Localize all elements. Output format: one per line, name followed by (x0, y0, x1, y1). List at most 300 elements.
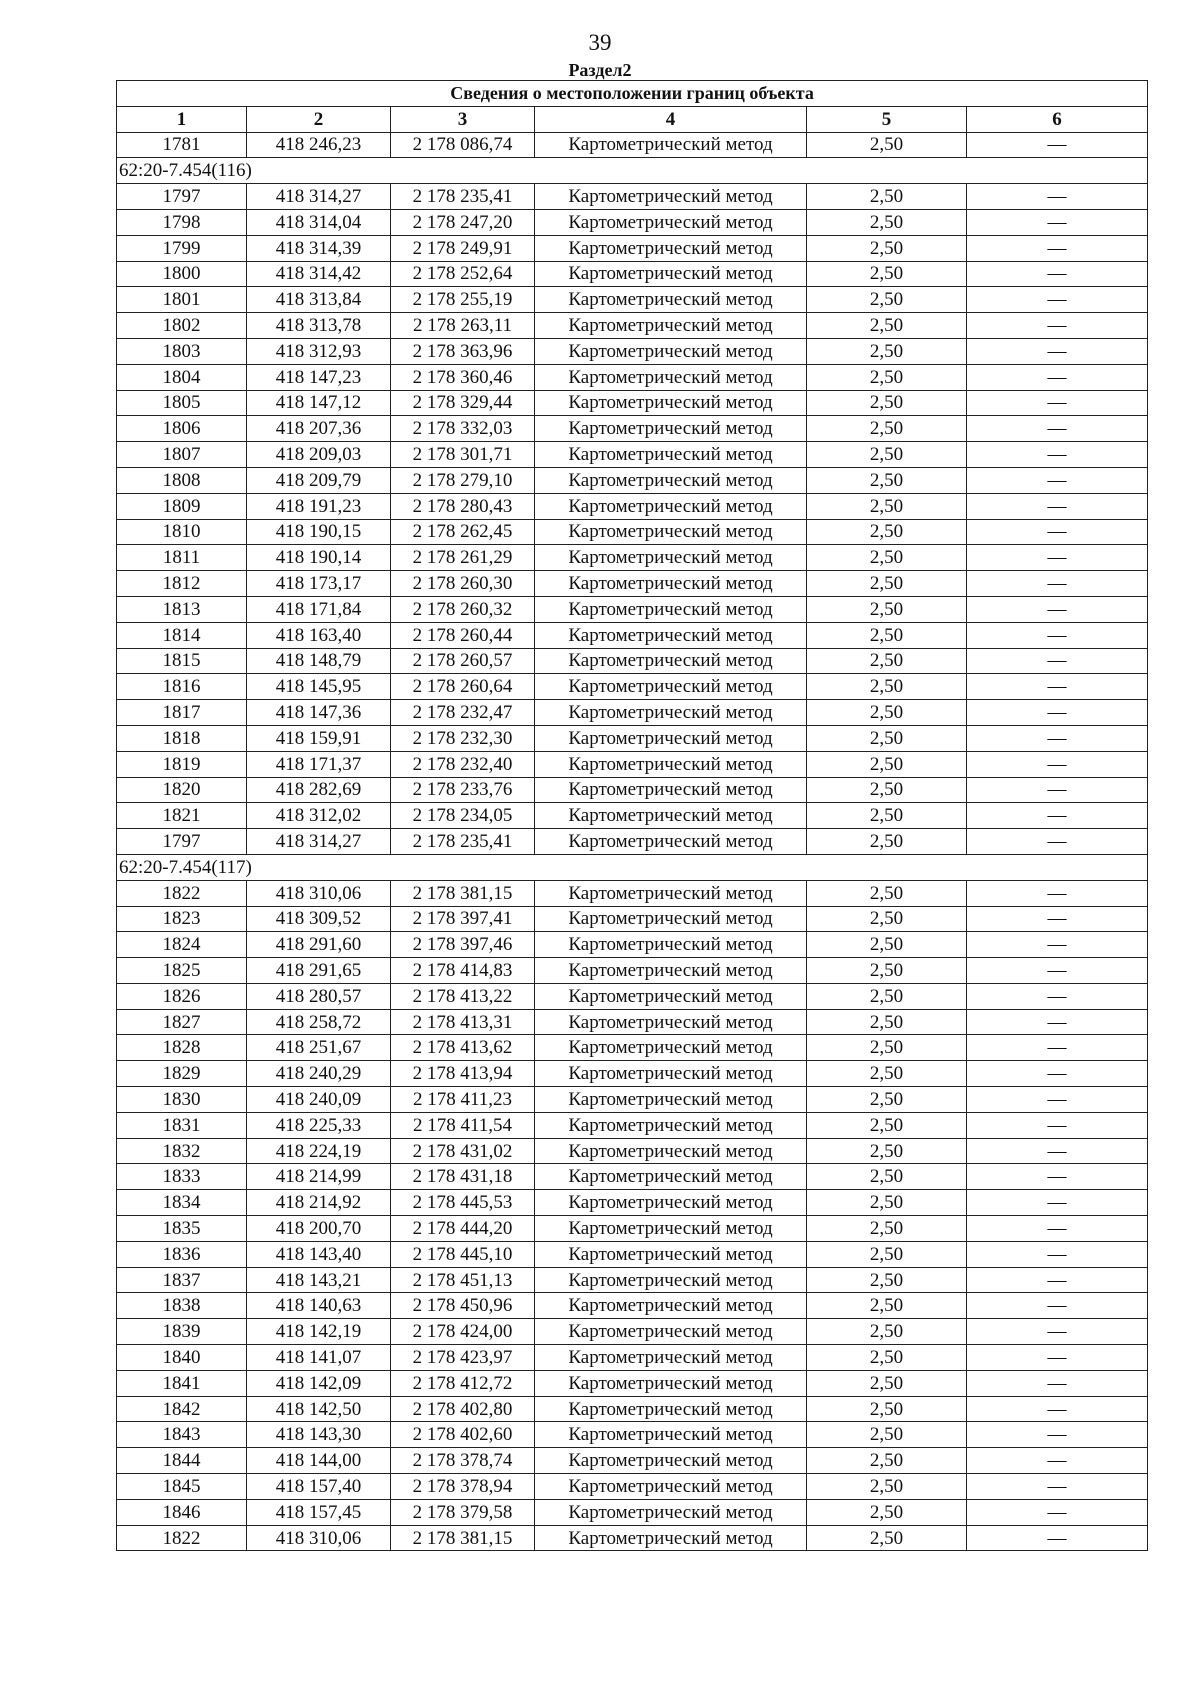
cadastral-part-label: 62:20-7.454(116) (117, 158, 1148, 184)
description-cell: — (967, 519, 1148, 545)
accuracy-cell: 2,50 (807, 700, 967, 726)
method-cell: Картометрический метод (535, 442, 807, 468)
table-row (117, 1035, 1148, 1061)
description-cell: — (967, 725, 1148, 751)
table-body (117, 132, 1148, 1551)
y-coordinate-cell: 2 178 413,22 (391, 983, 535, 1009)
accuracy-cell: 2,50 (807, 596, 967, 622)
x-coordinate-cell: 418 310,06 (247, 880, 391, 906)
description-cell: — (967, 1009, 1148, 1035)
table-row (117, 1396, 1148, 1422)
table-row (117, 803, 1148, 829)
y-coordinate-cell: 2 178 332,03 (391, 416, 535, 442)
table-row (117, 648, 1148, 674)
description-cell: — (967, 958, 1148, 984)
y-coordinate-cell: 2 178 411,23 (391, 1087, 535, 1113)
x-coordinate-cell: 418 207,36 (247, 416, 391, 442)
description-cell: — (967, 1422, 1148, 1448)
table-row (117, 1241, 1148, 1267)
description-cell: — (967, 751, 1148, 777)
point-number-cell: 1823 (117, 906, 247, 932)
x-coordinate-cell: 418 280,57 (247, 983, 391, 1009)
table-header-row (117, 106, 1148, 132)
accuracy-cell: 2,50 (807, 648, 967, 674)
table-row (117, 390, 1148, 416)
accuracy-cell: 2,50 (807, 622, 967, 648)
method-cell: Картометрический метод (535, 777, 807, 803)
accuracy-cell: 2,50 (807, 1138, 967, 1164)
description-cell: — (967, 1112, 1148, 1138)
table-row (117, 1112, 1148, 1138)
table-row (117, 364, 1148, 390)
x-coordinate-cell: 418 142,09 (247, 1370, 391, 1396)
accuracy-cell: 2,50 (807, 545, 967, 571)
point-number-cell: 1839 (117, 1319, 247, 1345)
table-row (117, 1474, 1148, 1500)
y-coordinate-cell: 2 178 431,18 (391, 1164, 535, 1190)
table-row (117, 725, 1148, 751)
table-row (117, 1164, 1148, 1190)
x-coordinate-cell: 418 312,93 (247, 338, 391, 364)
method-cell: Картометрический метод (535, 1319, 807, 1345)
point-number-cell: 1840 (117, 1345, 247, 1371)
accuracy-cell: 2,50 (807, 338, 967, 364)
y-coordinate-cell: 2 178 451,13 (391, 1267, 535, 1293)
x-coordinate-cell: 418 143,30 (247, 1422, 391, 1448)
y-coordinate-cell: 2 178 378,94 (391, 1474, 535, 1500)
page-number: 39 (588, 30, 612, 55)
y-coordinate-cell: 2 178 329,44 (391, 390, 535, 416)
method-cell: Картометрический метод (535, 906, 807, 932)
description-cell: — (967, 1267, 1148, 1293)
table-row (117, 467, 1148, 493)
description-cell: — (967, 596, 1148, 622)
accuracy-cell: 2,50 (807, 364, 967, 390)
accuracy-cell: 2,50 (807, 932, 967, 958)
point-number-cell: 1843 (117, 1422, 247, 1448)
description-cell: — (967, 777, 1148, 803)
x-coordinate-cell: 418 314,42 (247, 261, 391, 287)
y-coordinate-cell: 2 178 414,83 (391, 958, 535, 984)
accuracy-cell: 2,50 (807, 1396, 967, 1422)
accuracy-cell: 2,50 (807, 1422, 967, 1448)
x-coordinate-cell: 418 240,09 (247, 1087, 391, 1113)
point-number-cell: 1837 (117, 1267, 247, 1293)
point-number-cell: 1799 (117, 235, 247, 261)
point-number-cell: 1827 (117, 1009, 247, 1035)
table-row (117, 571, 1148, 597)
description-cell: — (967, 209, 1148, 235)
description-cell: — (967, 184, 1148, 210)
point-number-cell: 1832 (117, 1138, 247, 1164)
table-row (117, 1370, 1148, 1396)
x-coordinate-cell: 418 142,19 (247, 1319, 391, 1345)
table-caption-row (117, 81, 1148, 107)
x-coordinate-cell: 418 309,52 (247, 906, 391, 932)
column-header: 4 (535, 106, 807, 132)
point-number-cell: 1845 (117, 1474, 247, 1500)
section-title: Раздел2 (568, 60, 632, 80)
point-number-cell: 1811 (117, 545, 247, 571)
y-coordinate-cell: 2 178 445,53 (391, 1190, 535, 1216)
column-header: 3 (391, 106, 535, 132)
x-coordinate-cell: 418 214,92 (247, 1190, 391, 1216)
description-cell: — (967, 132, 1148, 158)
x-coordinate-cell: 418 246,23 (247, 132, 391, 158)
accuracy-cell: 2,50 (807, 1345, 967, 1371)
y-coordinate-cell: 2 178 411,54 (391, 1112, 535, 1138)
accuracy-cell: 2,50 (807, 983, 967, 1009)
description-cell: — (967, 235, 1148, 261)
y-coordinate-cell: 2 178 263,11 (391, 313, 535, 339)
description-cell: — (967, 1190, 1148, 1216)
table-row (117, 313, 1148, 339)
method-cell: Картометрический метод (535, 829, 807, 855)
accuracy-cell: 2,50 (807, 880, 967, 906)
method-cell: Картометрический метод (535, 1448, 807, 1474)
method-cell: Картометрический метод (535, 674, 807, 700)
x-coordinate-cell: 418 171,37 (247, 751, 391, 777)
x-coordinate-cell: 418 312,02 (247, 803, 391, 829)
description-cell: — (967, 1448, 1148, 1474)
accuracy-cell: 2,50 (807, 906, 967, 932)
method-cell: Картометрический метод (535, 184, 807, 210)
method-cell: Картометрический метод (535, 1422, 807, 1448)
table-row (117, 1216, 1148, 1242)
table-row (117, 184, 1148, 210)
point-number-cell: 1830 (117, 1087, 247, 1113)
point-number-cell: 1829 (117, 1061, 247, 1087)
table-row (117, 1293, 1148, 1319)
x-coordinate-cell: 418 157,45 (247, 1499, 391, 1525)
x-coordinate-cell: 418 314,39 (247, 235, 391, 261)
table-row (117, 1345, 1148, 1371)
accuracy-cell: 2,50 (807, 725, 967, 751)
x-coordinate-cell: 418 190,14 (247, 545, 391, 571)
y-coordinate-cell: 2 178 402,60 (391, 1422, 535, 1448)
table-row (117, 338, 1148, 364)
table-row (117, 829, 1148, 855)
table-row (117, 1087, 1148, 1113)
description-cell: — (967, 545, 1148, 571)
y-coordinate-cell: 2 178 280,43 (391, 493, 535, 519)
accuracy-cell: 2,50 (807, 493, 967, 519)
accuracy-cell: 2,50 (807, 287, 967, 313)
y-coordinate-cell: 2 178 249,91 (391, 235, 535, 261)
method-cell: Картометрический метод (535, 416, 807, 442)
y-coordinate-cell: 2 178 260,30 (391, 571, 535, 597)
y-coordinate-cell: 2 178 260,57 (391, 648, 535, 674)
table-row (117, 1138, 1148, 1164)
accuracy-cell: 2,50 (807, 209, 967, 235)
point-number-cell: 1810 (117, 519, 247, 545)
accuracy-cell: 2,50 (807, 958, 967, 984)
point-number-cell: 1846 (117, 1499, 247, 1525)
point-number-cell: 1802 (117, 313, 247, 339)
method-cell: Картометрический метод (535, 1035, 807, 1061)
table-row (117, 287, 1148, 313)
method-cell: Картометрический метод (535, 983, 807, 1009)
y-coordinate-cell: 2 178 445,10 (391, 1241, 535, 1267)
accuracy-cell: 2,50 (807, 1035, 967, 1061)
table-row (117, 751, 1148, 777)
y-coordinate-cell: 2 178 444,20 (391, 1216, 535, 1242)
accuracy-cell: 2,50 (807, 674, 967, 700)
column-header: 1 (117, 106, 247, 132)
method-cell: Картометрический метод (535, 700, 807, 726)
y-coordinate-cell: 2 178 379,58 (391, 1499, 535, 1525)
point-number-cell: 1841 (117, 1370, 247, 1396)
x-coordinate-cell: 418 147,23 (247, 364, 391, 390)
description-cell: — (967, 416, 1148, 442)
y-coordinate-cell: 2 178 413,94 (391, 1061, 535, 1087)
y-coordinate-cell: 2 178 381,15 (391, 1525, 535, 1551)
y-coordinate-cell: 2 178 363,96 (391, 338, 535, 364)
accuracy-cell: 2,50 (807, 1499, 967, 1525)
x-coordinate-cell: 418 258,72 (247, 1009, 391, 1035)
accuracy-cell: 2,50 (807, 1061, 967, 1087)
table-row (117, 1061, 1148, 1087)
y-coordinate-cell: 2 178 360,46 (391, 364, 535, 390)
x-coordinate-cell: 418 141,07 (247, 1345, 391, 1371)
table-row (117, 958, 1148, 984)
y-coordinate-cell: 2 178 260,64 (391, 674, 535, 700)
method-cell: Картометрический метод (535, 1112, 807, 1138)
point-number-cell: 1804 (117, 364, 247, 390)
x-coordinate-cell: 418 163,40 (247, 622, 391, 648)
accuracy-cell: 2,50 (807, 261, 967, 287)
x-coordinate-cell: 418 240,29 (247, 1061, 391, 1087)
table-row (117, 493, 1148, 519)
method-cell: Картометрический метод (535, 648, 807, 674)
point-number-cell: 1805 (117, 390, 247, 416)
point-number-cell: 1818 (117, 725, 247, 751)
y-coordinate-cell: 2 178 260,32 (391, 596, 535, 622)
method-cell: Картометрический метод (535, 803, 807, 829)
boundary-coordinates-table (116, 80, 1148, 1551)
point-number-cell: 1817 (117, 700, 247, 726)
table-row (117, 545, 1148, 571)
x-coordinate-cell: 418 159,91 (247, 725, 391, 751)
point-number-cell: 1781 (117, 132, 247, 158)
accuracy-cell: 2,50 (807, 1164, 967, 1190)
description-cell: — (967, 1241, 1148, 1267)
method-cell: Картометрический метод (535, 493, 807, 519)
point-number-cell: 1833 (117, 1164, 247, 1190)
accuracy-cell: 2,50 (807, 1293, 967, 1319)
method-cell: Картометрический метод (535, 1370, 807, 1396)
method-cell: Картометрический метод (535, 1474, 807, 1500)
method-cell: Картометрический метод (535, 467, 807, 493)
y-coordinate-cell: 2 178 261,29 (391, 545, 535, 571)
x-coordinate-cell: 418 209,03 (247, 442, 391, 468)
x-coordinate-cell: 418 251,67 (247, 1035, 391, 1061)
method-cell: Картометрический метод (535, 338, 807, 364)
description-cell: — (967, 571, 1148, 597)
method-cell: Картометрический метод (535, 1241, 807, 1267)
description-cell: — (967, 261, 1148, 287)
x-coordinate-cell: 418 310,06 (247, 1525, 391, 1551)
x-coordinate-cell: 418 314,27 (247, 184, 391, 210)
point-number-cell: 1812 (117, 571, 247, 597)
table-row (117, 622, 1148, 648)
description-cell: — (967, 622, 1148, 648)
y-coordinate-cell: 2 178 260,44 (391, 622, 535, 648)
description-cell: — (967, 1499, 1148, 1525)
accuracy-cell: 2,50 (807, 519, 967, 545)
y-coordinate-cell: 2 178 233,76 (391, 777, 535, 803)
group-row (117, 854, 1148, 880)
point-number-cell: 1838 (117, 1293, 247, 1319)
description-cell: — (967, 1035, 1148, 1061)
point-number-cell: 1808 (117, 467, 247, 493)
description-cell: — (967, 1525, 1148, 1551)
table-row (117, 235, 1148, 261)
table-row (117, 1190, 1148, 1216)
x-coordinate-cell: 418 147,12 (247, 390, 391, 416)
x-coordinate-cell: 418 314,27 (247, 829, 391, 855)
method-cell: Картометрический метод (535, 725, 807, 751)
column-header: 6 (967, 106, 1148, 132)
y-coordinate-cell: 2 178 397,41 (391, 906, 535, 932)
point-number-cell: 1815 (117, 648, 247, 674)
description-cell: — (967, 700, 1148, 726)
accuracy-cell: 2,50 (807, 442, 967, 468)
x-coordinate-cell: 418 191,23 (247, 493, 391, 519)
description-cell: — (967, 467, 1148, 493)
description-cell: — (967, 1138, 1148, 1164)
point-number-cell: 1834 (117, 1190, 247, 1216)
description-cell: — (967, 313, 1148, 339)
y-coordinate-cell: 2 178 232,40 (391, 751, 535, 777)
method-cell: Картометрический метод (535, 364, 807, 390)
description-cell: — (967, 1319, 1148, 1345)
description-cell: — (967, 390, 1148, 416)
x-coordinate-cell: 418 314,04 (247, 209, 391, 235)
y-coordinate-cell: 2 178 252,64 (391, 261, 535, 287)
point-number-cell: 1798 (117, 209, 247, 235)
accuracy-cell: 2,50 (807, 1216, 967, 1242)
accuracy-cell: 2,50 (807, 1474, 967, 1500)
y-coordinate-cell: 2 178 262,45 (391, 519, 535, 545)
method-cell: Картометрический метод (535, 880, 807, 906)
method-cell: Картометрический метод (535, 622, 807, 648)
point-number-cell: 1800 (117, 261, 247, 287)
description-cell: — (967, 648, 1148, 674)
method-cell: Картометрический метод (535, 596, 807, 622)
x-coordinate-cell: 418 148,79 (247, 648, 391, 674)
accuracy-cell: 2,50 (807, 235, 967, 261)
y-coordinate-cell: 2 178 424,00 (391, 1319, 535, 1345)
accuracy-cell: 2,50 (807, 1112, 967, 1138)
point-number-cell: 1822 (117, 1525, 247, 1551)
accuracy-cell: 2,50 (807, 1190, 967, 1216)
table-row (117, 519, 1148, 545)
method-cell: Картометрический метод (535, 235, 807, 261)
y-coordinate-cell: 2 178 412,72 (391, 1370, 535, 1396)
y-coordinate-cell: 2 178 381,15 (391, 880, 535, 906)
description-cell: — (967, 829, 1148, 855)
y-coordinate-cell: 2 178 431,02 (391, 1138, 535, 1164)
method-cell: Картометрический метод (535, 1087, 807, 1113)
x-coordinate-cell: 418 291,65 (247, 958, 391, 984)
table-row (117, 261, 1148, 287)
method-cell: Картометрический метод (535, 519, 807, 545)
accuracy-cell: 2,50 (807, 390, 967, 416)
y-coordinate-cell: 2 178 413,62 (391, 1035, 535, 1061)
method-cell: Картометрический метод (535, 1164, 807, 1190)
x-coordinate-cell: 418 157,40 (247, 1474, 391, 1500)
group-row (117, 158, 1148, 184)
table-row (117, 596, 1148, 622)
point-number-cell: 1814 (117, 622, 247, 648)
description-cell: — (967, 1396, 1148, 1422)
point-number-cell: 1797 (117, 829, 247, 855)
point-number-cell: 1844 (117, 1448, 247, 1474)
description-cell: — (967, 1164, 1148, 1190)
y-coordinate-cell: 2 178 378,74 (391, 1448, 535, 1474)
method-cell: Картометрический метод (535, 1267, 807, 1293)
table-row (117, 1525, 1148, 1551)
point-number-cell: 1821 (117, 803, 247, 829)
accuracy-cell: 2,50 (807, 571, 967, 597)
accuracy-cell: 2,50 (807, 467, 967, 493)
description-cell: — (967, 1293, 1148, 1319)
accuracy-cell: 2,50 (807, 1009, 967, 1035)
table-row (117, 416, 1148, 442)
point-number-cell: 1813 (117, 596, 247, 622)
method-cell: Картометрический метод (535, 261, 807, 287)
method-cell: Картометрический метод (535, 751, 807, 777)
table-row (117, 932, 1148, 958)
x-coordinate-cell: 418 291,60 (247, 932, 391, 958)
x-coordinate-cell: 418 313,84 (247, 287, 391, 313)
point-number-cell: 1842 (117, 1396, 247, 1422)
x-coordinate-cell: 418 147,36 (247, 700, 391, 726)
x-coordinate-cell: 418 143,40 (247, 1241, 391, 1267)
accuracy-cell: 2,50 (807, 829, 967, 855)
description-cell: — (967, 1216, 1148, 1242)
table-row (117, 1267, 1148, 1293)
method-cell: Картометрический метод (535, 545, 807, 571)
table-row (117, 700, 1148, 726)
point-number-cell: 1826 (117, 983, 247, 1009)
accuracy-cell: 2,50 (807, 777, 967, 803)
point-number-cell: 1825 (117, 958, 247, 984)
y-coordinate-cell: 2 178 235,41 (391, 829, 535, 855)
description-cell: — (967, 1370, 1148, 1396)
description-cell: — (967, 983, 1148, 1009)
y-coordinate-cell: 2 178 234,05 (391, 803, 535, 829)
x-coordinate-cell: 418 171,84 (247, 596, 391, 622)
point-number-cell: 1831 (117, 1112, 247, 1138)
column-header: 2 (247, 106, 391, 132)
y-coordinate-cell: 2 178 086,74 (391, 132, 535, 158)
accuracy-cell: 2,50 (807, 1370, 967, 1396)
accuracy-cell: 2,50 (807, 184, 967, 210)
accuracy-cell: 2,50 (807, 803, 967, 829)
method-cell: Картометрический метод (535, 1138, 807, 1164)
description-cell: — (967, 803, 1148, 829)
accuracy-cell: 2,50 (807, 416, 967, 442)
description-cell: — (967, 1474, 1148, 1500)
y-coordinate-cell: 2 178 232,47 (391, 700, 535, 726)
y-coordinate-cell: 2 178 402,80 (391, 1396, 535, 1422)
point-number-cell: 1797 (117, 184, 247, 210)
column-header: 5 (807, 106, 967, 132)
description-cell: — (967, 364, 1148, 390)
table-row (117, 209, 1148, 235)
